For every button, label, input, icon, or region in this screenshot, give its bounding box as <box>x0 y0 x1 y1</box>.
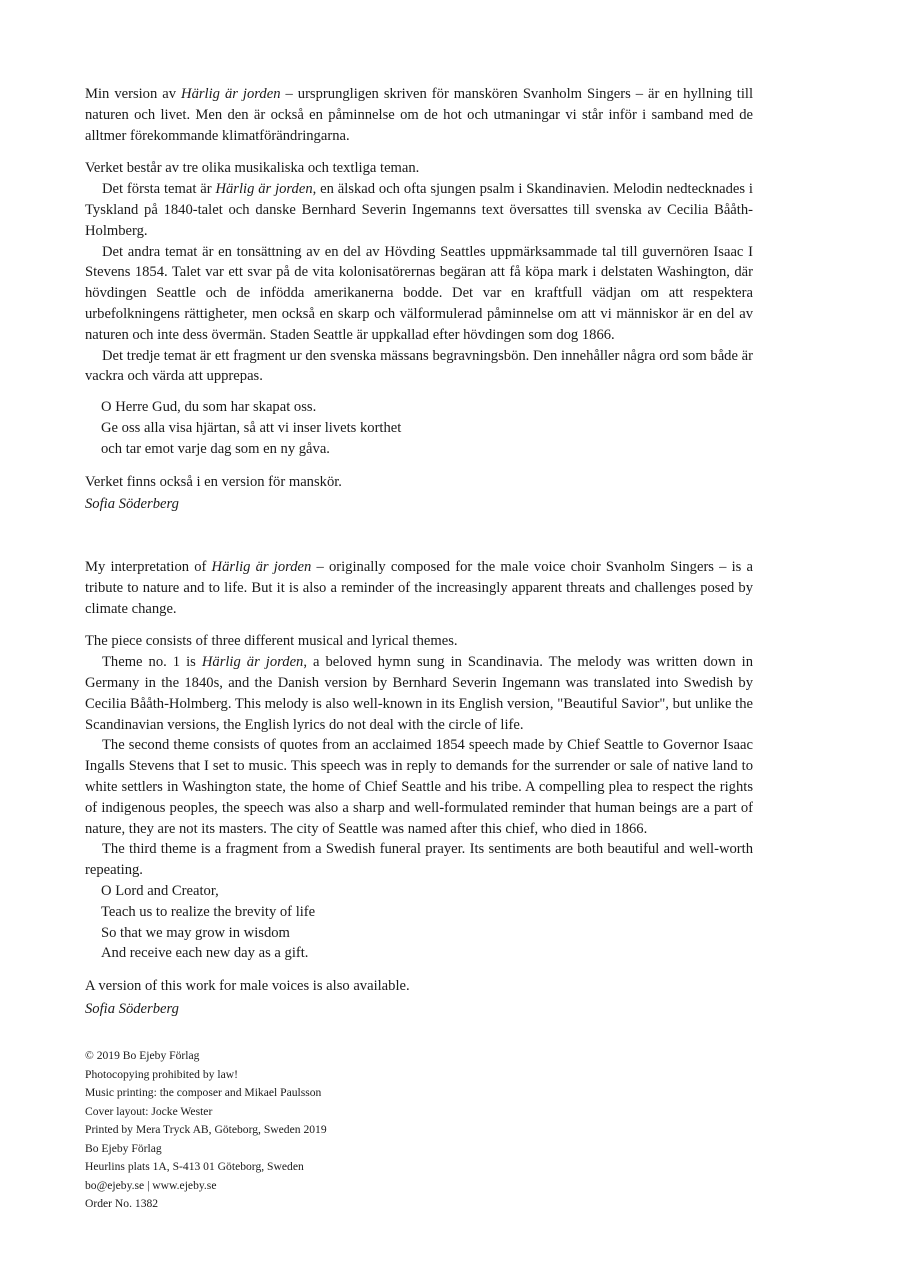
publisher-credits <box>85 1047 327 1214</box>
swedish-themes-intro: Verket består av tre olika musikaliska och textliga teman. <box>85 160 420 177</box>
swedish-section <box>85 84 753 515</box>
swedish-theme-3: Det tredje temat är ett fragment ur den svenska mässans begravningsbön. Den innehåller några ord som både är vackra och värda att upprepas. <box>85 347 753 385</box>
intro-text: Min version av <box>85 86 182 102</box>
english-theme-3: The third theme is a fragment from a Swedish funeral prayer. Its sentiments are both beautiful and well-worth repeating. <box>85 841 753 879</box>
publisher-contact: bo@ejeby.se | www.ejeby.se <box>85 1178 217 1192</box>
copyright-line: © 2019 Bo Ejeby Förlag <box>85 1049 200 1062</box>
swedish-male-version-note: Verket finns också i en version för manskör. <box>85 473 342 490</box>
credit-line: Printed by Mera Tryck AB, Göteborg, Sweden 2019 <box>85 1123 327 1136</box>
theme-text: , a beloved hymn sung in Scandinavia. The melody was written down in Germany in the 1840s, and the Danish version by Bernhard Severin Ingemann was translated into Swedish by Cecilia Bååth-Holmberg. This melody is also well-known in its English version, "Beautiful Savior", but unlike the Scandinavian versions, the English lyrics do not deal with the circle of life. <box>85 654 753 733</box>
intro-text: My interpretation of <box>85 559 212 575</box>
swedish-prayer <box>85 397 753 459</box>
work-title: Härlig är jorden <box>215 181 313 198</box>
publisher-name: Bo Ejeby Förlag <box>85 1141 162 1155</box>
theme-text: Theme no. 1 is <box>102 654 202 671</box>
english-prayer <box>85 881 753 964</box>
swedish-theme-1 <box>85 179 753 241</box>
english-themes-intro: The piece consists of three different musical and lyrical themes. <box>85 633 458 650</box>
prayer-line: och tar emot varje dag som en ny gåva. <box>101 440 330 457</box>
credit-line: Photocopying prohibited by law! <box>85 1067 238 1081</box>
prayer-line: And receive each new day as a gift. <box>101 945 309 962</box>
english-male-version-note: A version of this work for male voices is also available. <box>85 978 410 995</box>
prayer-line: So that we may grow in wisdom <box>101 924 290 941</box>
intro-text: – ursprungligen skriven för manskören Svanholm Singers – är en hyllning till naturen och livet. Men den är också en påminnelse om de hot och utmaningar vi står inför i samband med de alltmer förekommande klimatförändringarna. <box>85 86 753 144</box>
work-title: Härlig är jorden <box>201 654 304 671</box>
english-section <box>85 557 753 1020</box>
english-theme-2: The second theme consists of quotes from an acclaimed 1854 speech made by Chief Seattle to Governor Isaac Ingalls Stevens that I set to music. This speech was in reply to demands for the surrender or sale of native land to white settlers in Washington state, the home of Chief Seattle and his tribe. A compelling plea to respect the rights of indigenous peoples, the speech was also a sharp and well-formulated reminder that human beings are a part of nature, they are not its masters. The city of Seattle was named after this chief, who died in 1866. <box>85 737 753 837</box>
intro-text: – originally composed for the male voice choir Svanholm Singers – is a tribute to nature and to life. But it is also a reminder of the increasingly apparent threats and challenges posed by climate change. <box>85 559 753 617</box>
work-title: Härlig är jorden <box>211 559 312 575</box>
publisher-address: Heurlins plats 1A, S-413 01 Göteborg, Sweden <box>85 1160 304 1173</box>
credit-line: Cover layout: Jocke Wester <box>85 1104 213 1118</box>
english-intro-paragraph <box>85 557 753 619</box>
swedish-theme-2: Det andra temat är en tonsättning av en del av Hövding Seattles uppmärksammade tal till guvernören Isaac I Stevens 1854. Talet var ett svar på de vita kolonisatörernas begäran att få köpa mark i delstaten Washington, där hövdingen Seattle och de infödda amerikanerna bodde. Det var en kraftfull vädjan om att respektera urbefolkningens rättigheter, men också en skarp och välformulerad påminnelse om att vi människor är en del av naturen och inte dess övermän. Staden Seattle är uppkallad efter hövdingen som dog 1866. <box>85 243 753 343</box>
prayer-line: O Lord and Creator, <box>101 882 219 899</box>
english-theme-1 <box>85 652 753 735</box>
prayer-line: O Herre Gud, du som har skapat oss. <box>101 399 317 416</box>
english-signature: Sofia Söderberg <box>85 1000 179 1017</box>
swedish-signature: Sofia Söderberg <box>85 496 179 513</box>
order-number: Order No. 1382 <box>85 1197 159 1210</box>
theme-text: Det första temat är <box>102 181 216 198</box>
credit-line: Music printing: the composer and Mikael Paulsson <box>85 1086 322 1099</box>
work-title: Härlig är jorden <box>181 86 281 102</box>
prayer-line: Teach us to realize the brevity of life <box>101 903 316 920</box>
theme-text: , en älskad och ofta sjungen psalm i Skandinavien. Melodin nedtecknades i Tyskland på 1840-talet och danske Bernhard Severin Ingemanns text översattes till svenska av Cecilia Bååth-Holmberg. <box>85 181 753 239</box>
swedish-intro-paragraph <box>85 84 753 146</box>
prayer-line: Ge oss alla visa hjärtan, så att vi inser livets korthet <box>101 419 402 436</box>
